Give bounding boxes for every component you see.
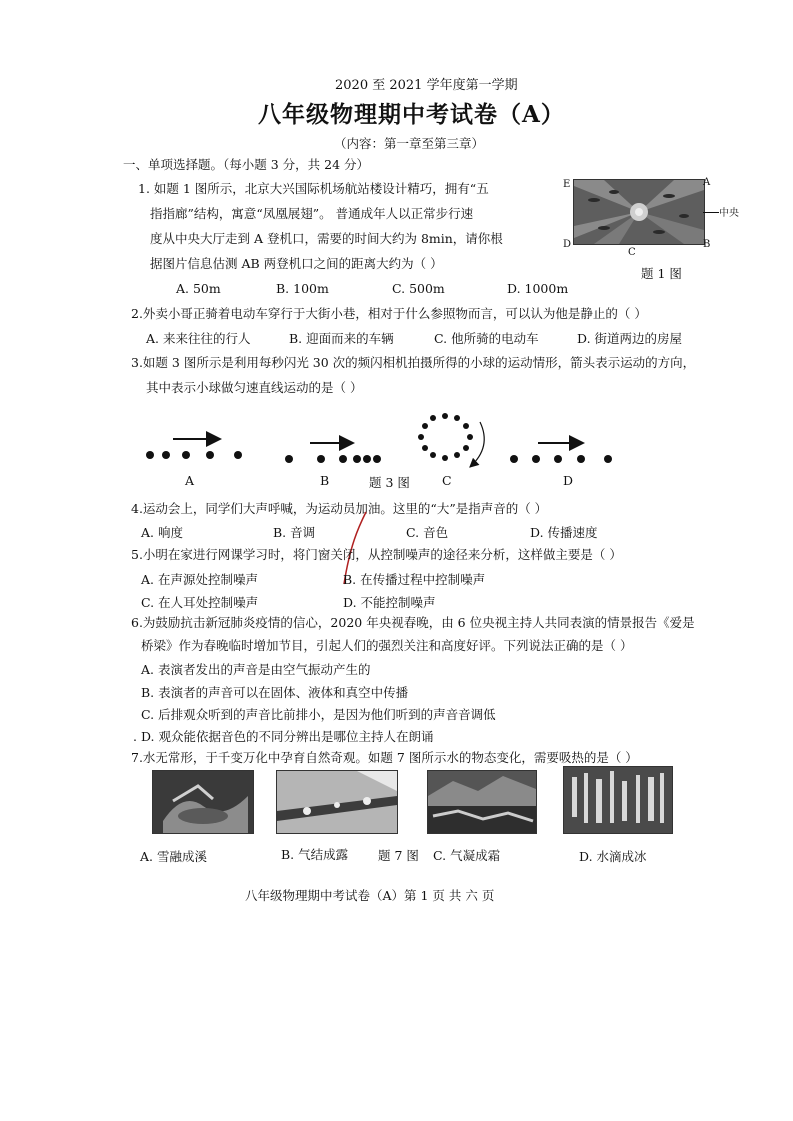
term-line: 2020 至 2021 学年度第一学期 [335,78,518,93]
q1-option-c: C. 500m [392,281,445,296]
q4-stem: 4.运动会上，同学们大声呼喊，为运动员加油。这里的“大”是指声音的（ ） [131,501,548,516]
q1-fig-label-center: 中央 [719,208,739,219]
airport-photo [573,179,705,245]
q2-option-d: D. 街道两边的房屋 [577,331,683,346]
fig-c-arrow [470,422,484,467]
q5-stem: 5.小明在家进行网课学习时，将门窗关闭，从控制噪声的途径来分析，这样做主要是（ ） [131,547,622,562]
airport-illustration [574,180,704,244]
q7-figure-caption: 题 7 图 [378,848,419,863]
q1-option-b: B. 100m [276,281,329,296]
fig-d-balls [510,455,612,463]
q5-option-d: D. 不能控制噪声 [343,595,436,610]
q6-option-a: A. 表演者发出的声音是由空气振动产生的 [141,662,371,677]
page-footer: 八年级物理期中考试卷（A）第 1 页 共 六 页 [245,888,495,903]
q1-fig-label-c: C [628,247,636,258]
q7-option-d: D. 水滴成冰 [579,849,647,864]
q6-option-d: . D. 观众能依据音色的不同分辨出是哪位主持人在朗诵 [133,729,434,744]
q1-option-d: D. 1000m [507,281,569,296]
q4-option-d: D. 传播速度 [530,525,598,540]
q1-fig-label-a: A [703,177,711,188]
photo-dew [276,770,398,834]
q5-option-b: B. 在传播过程中控制噪声 [343,572,486,587]
content-scope: （内容：第一章至第三章） [334,136,485,151]
strobe-figure [140,412,630,472]
fig3-label-b: B [320,473,330,488]
q6-line-2: 桥梁》作为春晚临时增加节目，引起人们的强烈关注和高度好评。下列说法正确的是（ ） [141,638,633,653]
q1-option-a: A. 50m [176,281,221,296]
q7-option-c: C. 气凝成霜 [433,848,501,863]
q6-option-b: B. 表演者的声音可以在固体、液体和真空中传播 [141,685,409,700]
q4-option-c: C. 音色 [406,525,449,540]
q2-stem: 2.外卖小哥正骑着电动车穿行于大街小巷，相对于什么参照物而言，可以认为他是静止的（ ） [131,306,647,321]
fig-a-balls [146,451,242,459]
q7-stem: 7.水无常形，于千变万化中孕育自然奇观。如题 7 图所示水的物态变化，需要吸热的是（ ） [131,750,638,765]
center-pointer-line [703,212,719,213]
photo-frost [427,770,537,834]
q6-line-1: 6.为鼓励抗击新冠肺炎疫情的信心，2020 年央视春晚，由 6 位央视主持人共同表演的情景报告《爱是 [131,615,695,630]
fig3-label-c: C [442,473,452,488]
section-heading: 一、单项选择题。（每小题 3 分，共 24 分） [123,157,370,172]
q2-option-a: A. 来来往往的行人 [146,331,251,346]
q2-option-c: C. 他所骑的电动车 [434,331,539,346]
fig3-caption: 题 3 图 [369,475,410,490]
q1-fig-label-e: E [563,179,571,190]
q1-fig-label-d: D [563,239,572,250]
q1-fig-label-b: B [703,239,711,250]
q5-option-c: C. 在人耳处控制噪声 [141,595,259,610]
q1-line-4: 据图片信息估测 AB 两登机口之间的距离大约为（ ） [150,256,443,271]
fig-b-balls [285,455,381,463]
q1-line-1: 1. 如题 1 图所示，北京大兴国际机场航站楼设计精巧，拥有“五 [138,181,489,196]
q4-option-b: B. 音调 [273,525,316,540]
fig-c-balls [418,413,473,461]
q2-option-b: B. 迎面而来的车辆 [289,331,394,346]
q5-option-a: A. 在声源处控制噪声 [141,572,258,587]
photo-snow-melting [152,770,254,834]
q7-option-b: B. 气结成露 [281,847,349,862]
q1-line-3: 度从中央大厅走到 A 登机口，需要的时间大约为 8min，请你根 [150,231,503,246]
fig3-label-d: D [563,473,574,488]
q4-option-a: A. 响度 [141,525,183,540]
q1-line-2: 指指廊”结构，寓意“凤凰展翅”。 普通成年人以正常步行速 [150,206,474,221]
photo-ice [563,766,673,834]
q1-figure-caption: 题 1 图 [641,266,682,281]
fig3-label-a: A [185,473,195,488]
q3-line-1: 3.如题 3 图所示是利用每秒闪光 30 次的频闪相机拍摄所得的小球的运动情形，箭头表示运动的方向， [131,355,696,370]
page-title: 八年级物理期中考试卷（A） [258,101,565,128]
q7-option-a: A. 雪融成溪 [140,849,207,864]
q6-option-c: C. 后排观众听到的声音比前排小，是因为他们听到的声音音调低 [141,707,496,722]
q3-line-2: 其中表示小球做匀速直线运动的是（ ） [146,380,363,395]
